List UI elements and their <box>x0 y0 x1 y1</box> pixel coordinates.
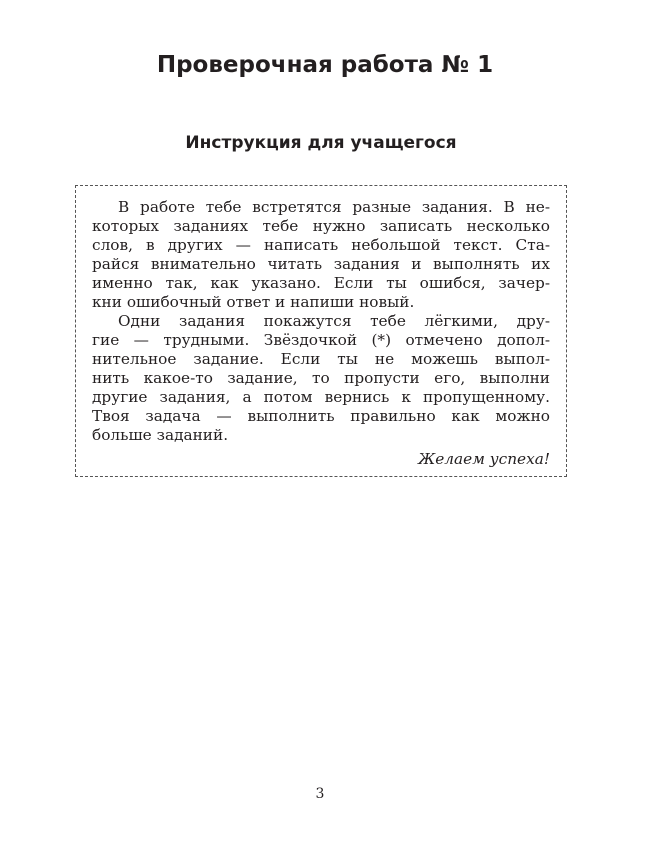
text-line: райся внимательно читать задания и выполнять их <box>92 255 550 273</box>
text-line: больше заданий. <box>92 426 229 444</box>
text-line: нительное задание. Если ты не можешь выпол- <box>92 350 550 368</box>
text-line: Твоя задача — выполнить правильно как можно <box>92 407 550 425</box>
wish-text: Желаем успеха! <box>418 450 550 468</box>
text-line: гие — трудными. Звёздочкой (*) отмечено допол- <box>92 331 550 349</box>
page-title: Проверочная работа № 1 <box>156 52 494 78</box>
text-line: В работе тебе встретятся разные задания. В не- <box>118 198 550 216</box>
page-number: 3 <box>315 786 325 802</box>
instruction-heading: Инструкция для учащегося <box>185 133 457 153</box>
text-line: которых заданиях тебе нужно записать несколько <box>92 217 550 235</box>
text-line: другие задания, а потом вернись к пропущенному. <box>92 388 550 406</box>
text-line: слов, в других — написать небольшой текст. Ста- <box>92 236 550 254</box>
instruction-text <box>92 198 550 469</box>
text-line: кни ошибочный ответ и напиши новый. <box>92 293 415 311</box>
text-line: Одни задания покажутся тебе лёгкими, дру- <box>118 312 550 330</box>
text-line: нить какое-то задание, то пропусти его, выполни <box>92 369 550 387</box>
text-line: именно так, как указано. Если ты ошибся, зачер- <box>92 274 550 292</box>
